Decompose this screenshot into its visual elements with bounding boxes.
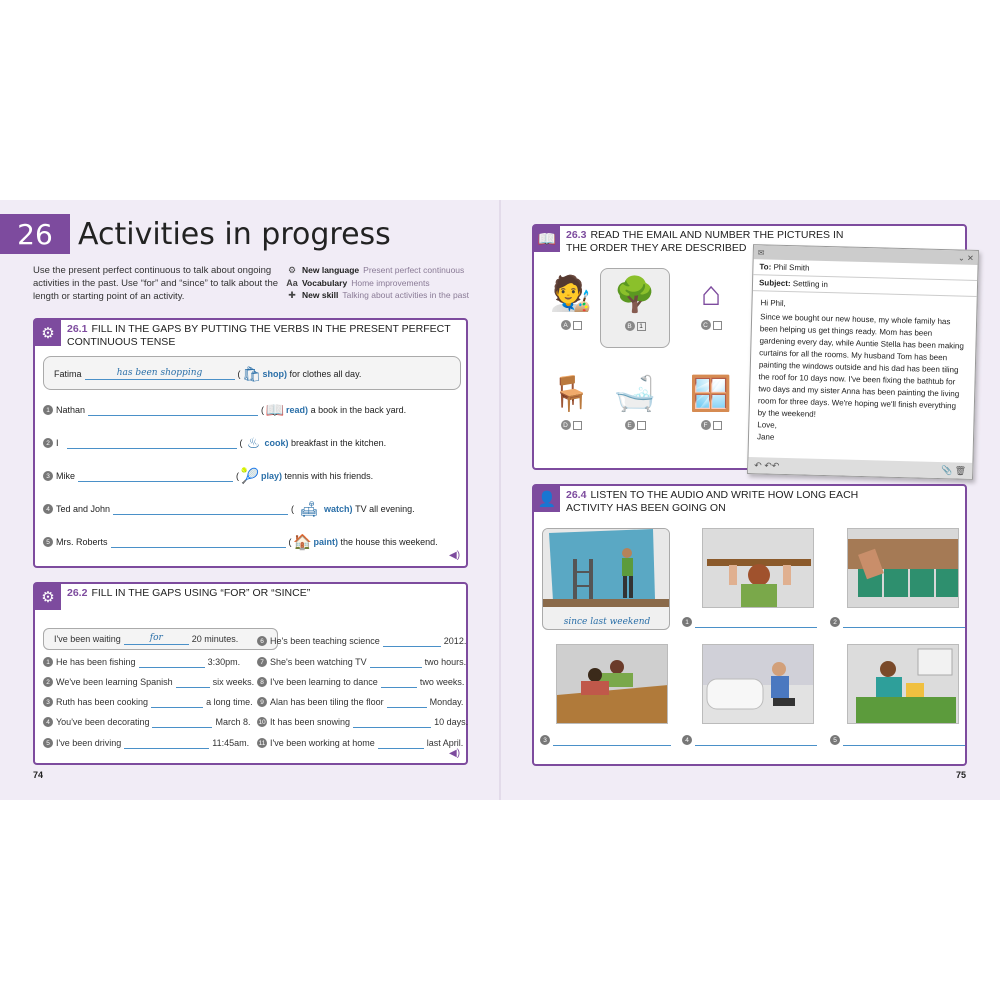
answer-input[interactable] xyxy=(176,676,210,688)
item-number: 5 xyxy=(830,735,840,745)
item-after: two weeks. xyxy=(419,677,465,687)
item-number: 1 xyxy=(43,405,53,415)
list-item xyxy=(257,714,468,730)
answer-input[interactable] xyxy=(78,470,233,482)
exercise-26-2 xyxy=(33,582,468,765)
item-before: We've been learning Spanish xyxy=(56,677,173,687)
answer-input[interactable] xyxy=(113,503,288,515)
exercise-number: 26.4 xyxy=(566,489,587,501)
example-answer: for xyxy=(149,633,163,643)
list-item xyxy=(43,674,254,690)
attach-delete-icons[interactable]: 📎 🗑 xyxy=(940,464,967,476)
list-item xyxy=(43,465,373,487)
item-number: 1 xyxy=(43,657,53,667)
listener-icon: 👤 xyxy=(534,486,560,512)
email-window xyxy=(747,244,979,480)
activity-photo-1 xyxy=(702,528,814,608)
item-verb: play) xyxy=(261,471,283,481)
picture-option-d xyxy=(536,368,606,448)
item-before: Ruth has been cooking xyxy=(56,697,149,707)
vocabulary-icon: Aa xyxy=(286,277,298,288)
gear-icon: ⚙ xyxy=(35,584,61,610)
order-input[interactable] xyxy=(573,421,582,430)
exercise-number: 26.1 xyxy=(67,323,88,335)
meta-key: Vocabulary xyxy=(302,277,348,288)
order-input[interactable] xyxy=(713,421,722,430)
stove-icon: ♨ xyxy=(246,435,261,452)
exercise-26-1 xyxy=(33,318,468,568)
item-before: He's been teaching science xyxy=(270,636,380,646)
answer-input[interactable] xyxy=(843,734,965,746)
item-number: 1 xyxy=(682,617,692,627)
example-row xyxy=(54,363,361,385)
list-item xyxy=(43,654,240,670)
chapter-intro: Use the present perfect continuous to talk about ongoing activities in the past. Use “for” and “since” to talk about the length or starting point of an activity. xyxy=(33,265,279,302)
example-answer: since last weekend xyxy=(563,617,651,627)
exercise-number: 26.3 xyxy=(566,229,587,241)
picture-option-a xyxy=(536,268,606,348)
order-input[interactable] xyxy=(713,321,722,330)
item-after: 10 days. xyxy=(434,717,469,727)
option-letter: A xyxy=(561,320,571,330)
bathtub-icon: 🛁 xyxy=(613,375,657,413)
list-item xyxy=(257,654,466,670)
item-subject: Mrs. Roberts xyxy=(56,537,108,547)
item-number: 2 xyxy=(43,677,53,687)
answer-input[interactable] xyxy=(124,737,209,749)
example-verb: shop) xyxy=(262,369,288,379)
exercise-number: 26.2 xyxy=(67,587,88,599)
book-icon: 📖 xyxy=(534,226,560,252)
item-rest: the house this weekend. xyxy=(340,537,438,547)
item-after: a long time. xyxy=(206,697,253,707)
exercise-title xyxy=(560,486,900,515)
picture-option-b xyxy=(600,268,670,348)
chapter-meta xyxy=(286,264,469,302)
answer-input[interactable] xyxy=(381,676,417,688)
answer-input[interactable] xyxy=(152,716,212,728)
tiling-wall-image xyxy=(848,529,959,608)
item-after: last April. xyxy=(426,738,464,748)
example-rest: for clothes all day. xyxy=(289,369,362,379)
open-paren: ( xyxy=(239,438,243,448)
answer-input[interactable] xyxy=(111,536,286,548)
audio-speaker-icon[interactable]: ◀) xyxy=(449,550,461,561)
gardener-icon: 🌳 xyxy=(613,276,657,314)
picture-option-f xyxy=(676,368,746,448)
item-number: 7 xyxy=(257,657,267,667)
answer-input[interactable] xyxy=(370,656,422,668)
open-paren: ( xyxy=(236,471,240,481)
item-number: 10 xyxy=(258,718,266,726)
item-verb: cook) xyxy=(264,438,289,448)
example-before: I've been waiting xyxy=(54,634,121,644)
plumbing-bath-image xyxy=(703,645,814,724)
item-after: 2012. xyxy=(443,636,467,646)
item-number: 2 xyxy=(830,617,840,627)
option-label xyxy=(625,420,646,430)
gears-icon: ⚙ xyxy=(287,265,297,275)
activity-photo-2 xyxy=(847,528,959,608)
meta-value: Present perfect continuous xyxy=(363,265,465,275)
item-number: 5 xyxy=(43,537,53,547)
item-number: 11 xyxy=(258,739,266,747)
item-after: two hours. xyxy=(424,657,467,667)
open-paren: ( xyxy=(288,537,292,547)
page-number-right: 75 xyxy=(956,770,967,780)
page-gutter xyxy=(499,200,501,800)
meta-row-skill xyxy=(286,289,469,302)
list-item xyxy=(43,498,415,520)
item-after: Monday. xyxy=(429,697,464,707)
order-input[interactable] xyxy=(573,321,582,330)
item-before: I've been working at home xyxy=(270,738,375,748)
item-before: He has been fishing xyxy=(56,657,136,667)
email-greeting: Hi Phil, xyxy=(760,298,786,308)
to-value: Phil Smith xyxy=(773,262,810,273)
house-paint-icon: 🏠 xyxy=(293,534,312,551)
answer-input[interactable] xyxy=(843,616,965,628)
answer-line-5 xyxy=(830,734,965,746)
example-subject: Fatima xyxy=(54,369,82,379)
puzzle-icon: ✚ xyxy=(288,290,296,300)
example-photo xyxy=(542,528,670,630)
desk-worker-icon: 🪑 xyxy=(549,375,593,413)
item-number: 9 xyxy=(257,697,267,707)
example-answer: has been shopping xyxy=(116,368,203,378)
answer-input[interactable] xyxy=(695,734,817,746)
list-item xyxy=(43,399,406,421)
option-label xyxy=(701,320,722,330)
exercise-instructions: LISTEN TO THE AUDIO AND WRITE HOW LONG EACH ACTIVITY HAS BEEN GOING ON xyxy=(566,489,859,514)
item-rest: breakfast in the kitchen. xyxy=(291,438,387,448)
tennis-icon: 🎾 xyxy=(240,468,260,485)
exercise-header xyxy=(35,584,466,610)
gear-icon: ⚙ xyxy=(35,320,61,346)
item-number: 4 xyxy=(43,717,53,727)
list-item xyxy=(257,694,463,710)
list-item xyxy=(257,674,464,690)
subject-value: Settling in xyxy=(792,279,829,290)
laying-floor-image xyxy=(557,645,668,724)
meta-key: New skill xyxy=(302,290,339,300)
shopping-icon: 🛍 xyxy=(241,366,262,383)
painter-icon: 🧑‍🎨 xyxy=(549,275,593,313)
roofer-icon: ⌂ xyxy=(700,274,722,313)
answer-input[interactable] xyxy=(139,656,205,668)
painting-scene-image xyxy=(543,529,670,607)
example-box xyxy=(43,628,278,650)
item-number: 8 xyxy=(257,677,267,687)
open-paren: ( xyxy=(237,369,241,379)
item-before: I've been driving xyxy=(56,738,122,748)
item-before: She's been watching TV xyxy=(270,657,367,667)
item-rest: a book in the back yard. xyxy=(310,405,407,415)
item-rest: TV all evening. xyxy=(355,504,415,514)
answer-input[interactable] xyxy=(353,716,431,728)
option-letter: E xyxy=(625,420,635,430)
item-verb: paint) xyxy=(313,537,339,547)
item-before: You've been decorating xyxy=(56,717,150,727)
item-before: Alan has been tiling the floor xyxy=(270,697,384,707)
item-before: It has been snowing xyxy=(270,717,351,727)
envelope-icon: ✉ xyxy=(757,247,765,257)
item-after: March 8. xyxy=(215,717,251,727)
open-paren: ( xyxy=(261,405,265,415)
answer-line-4 xyxy=(682,734,817,746)
example-answer-line xyxy=(563,611,651,630)
item-number: 2 xyxy=(43,438,53,448)
audio-speaker-icon[interactable]: ◀) xyxy=(449,748,461,759)
option-letter: D xyxy=(561,420,571,430)
item-number: 5 xyxy=(43,738,53,748)
answer-input[interactable] xyxy=(88,404,258,416)
email-signoff: Love, xyxy=(757,420,778,430)
answer-line-1 xyxy=(682,616,817,628)
list-item xyxy=(43,694,253,710)
shelf-fitting-image xyxy=(703,529,814,608)
open-paren: ( xyxy=(291,504,295,514)
item-verb: watch) xyxy=(324,504,353,514)
list-item xyxy=(43,714,250,730)
example-box xyxy=(43,356,461,390)
option-label xyxy=(561,320,582,330)
meta-value: Talking about activities in the past xyxy=(342,290,470,300)
list-item xyxy=(43,531,438,553)
option-letter: F xyxy=(701,420,711,430)
item-after: six weeks. xyxy=(212,677,255,687)
sofa-icon: 🛋 xyxy=(299,501,319,518)
item-number: 3 xyxy=(43,471,53,481)
item-subject: Mike xyxy=(56,471,76,481)
email-body xyxy=(749,291,977,455)
item-rest: tennis with his friends. xyxy=(284,471,374,481)
item-verb: read) xyxy=(286,405,309,415)
answer-input[interactable] xyxy=(378,737,424,749)
list-item xyxy=(43,735,249,751)
answer-input[interactable] xyxy=(383,635,441,647)
option-letter: B xyxy=(625,321,635,331)
item-after: 3:30pm. xyxy=(207,657,241,667)
item-number: 4 xyxy=(43,504,53,514)
exercise-instructions: FILL IN THE GAPS BY PUTTING THE VERBS IN THE PRESENT PERFECT CONTINUOUS TENSE xyxy=(67,323,451,348)
answer-input[interactable] xyxy=(553,734,671,746)
list-item xyxy=(257,633,466,649)
exercise-title xyxy=(61,584,310,600)
reply-icon[interactable]: ↶ ↶↶ xyxy=(754,459,780,471)
exercise-header xyxy=(35,320,466,349)
list-item xyxy=(257,735,463,751)
item-subject: I xyxy=(56,438,59,448)
meta-row-language xyxy=(286,264,469,277)
order-input[interactable]: 1 xyxy=(637,322,646,331)
email-signature: Jane xyxy=(756,432,775,442)
sewing-image xyxy=(848,645,959,724)
item-subject: Ted and John xyxy=(56,504,111,514)
reading-icon: 📖 xyxy=(265,402,285,419)
meta-value: Home improvements xyxy=(351,277,430,288)
to-label: To: xyxy=(759,262,772,272)
answer-input[interactable] xyxy=(67,437,237,449)
activity-photo-5 xyxy=(847,644,959,724)
exercise-instructions: FILL IN THE GAPS USING “FOR” OR “SINCE” xyxy=(91,587,311,599)
item-before: I've been learning to dance xyxy=(270,677,378,687)
window-fitter-icon: 🪟 xyxy=(689,375,733,413)
item-number: 6 xyxy=(257,636,267,646)
option-label xyxy=(561,420,582,430)
item-number: 3 xyxy=(43,697,53,707)
exercise-instructions: READ THE EMAIL AND NUMBER THE PICTURES IN THE ORDER THEY ARE DESCRIBED xyxy=(566,229,844,254)
activity-photo-4 xyxy=(702,644,814,724)
answer-input[interactable] xyxy=(695,616,817,628)
answer-line-3 xyxy=(540,734,671,746)
option-label xyxy=(625,321,646,331)
window-controls[interactable]: ⌄ ✕ xyxy=(958,252,974,263)
item-number: 4 xyxy=(682,735,692,745)
item-number: 3 xyxy=(540,735,550,745)
example-blank xyxy=(124,633,189,645)
item-after: 11:45am. xyxy=(212,738,250,748)
answer-input[interactable] xyxy=(387,696,427,708)
exercise-26-4 xyxy=(532,484,967,766)
option-label xyxy=(701,420,722,430)
meta-row-vocabulary xyxy=(286,277,469,290)
activity-photo-3 xyxy=(556,644,668,724)
item-subject: Nathan xyxy=(56,405,86,415)
meta-key: New language xyxy=(302,265,360,275)
subject-label: Subject: xyxy=(758,278,791,289)
email-text: Since we bought our new house, my whole family has been helping us get things ready. Mom has been gardening every day, while Auntie Stella has been making curtains for all the rooms. My husband Tom has been painting the windows outside and his dad has been tiling the roof for 10 days now. I've been fixing the bathtub for two days and my sister Anna has been painting the living room for three days. We're hoping we'll finish everything by the weekend! xyxy=(757,312,965,419)
picture-option-c xyxy=(676,268,746,348)
chapter-title: Activities in progress xyxy=(78,216,391,252)
picture-option-e xyxy=(600,368,670,448)
exercise-title xyxy=(61,320,466,349)
order-input[interactable] xyxy=(637,421,646,430)
exercise-header xyxy=(534,486,965,515)
example-blank xyxy=(85,368,235,380)
option-letter: C xyxy=(701,320,711,330)
chapter-number: 26 xyxy=(0,214,70,254)
example-after: 20 minutes. xyxy=(191,634,239,644)
list-item xyxy=(43,432,386,454)
answer-line-2 xyxy=(830,616,965,628)
page-number-left: 74 xyxy=(33,770,44,780)
answer-input[interactable] xyxy=(151,696,203,708)
